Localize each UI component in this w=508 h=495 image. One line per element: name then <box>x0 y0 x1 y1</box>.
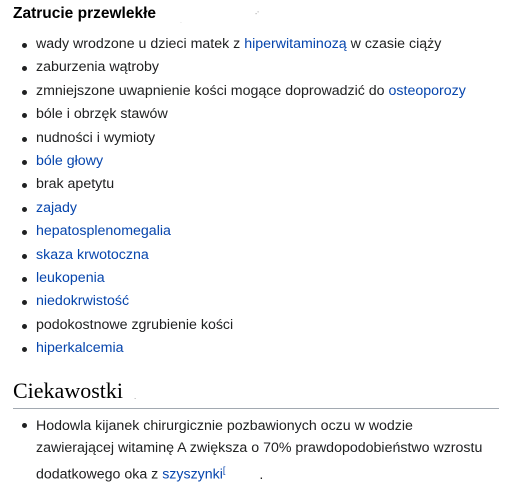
list-item <box>0 415 486 486</box>
section-heading-chronic-poisoning: Zatrucie przewlekłe <box>13 5 157 22</box>
item-link[interactable]: bóle głowy <box>36 152 104 169</box>
list-item <box>0 269 466 292</box>
item-text: brak apetytu <box>36 176 115 193</box>
symptoms-list <box>0 35 466 362</box>
item-text: podokostnowe zgrubienie kości <box>36 316 234 333</box>
item-link[interactable]: niedokrwistość <box>36 293 130 310</box>
edit-mark: -' <box>255 11 259 18</box>
item-link[interactable]: hiperwitaminozą <box>244 36 347 52</box>
list-item <box>0 339 466 362</box>
list-item <box>0 292 466 315</box>
item-link[interactable]: leukopenia <box>36 269 105 286</box>
item-text: wady wrodzone u dzieci matek z <box>36 36 245 52</box>
item-link[interactable]: osteoporozy <box>388 82 466 99</box>
reference-link[interactable]: [ <box>222 465 226 475</box>
item-link[interactable]: skaza krwotoczna <box>36 246 149 263</box>
list-item <box>0 222 466 245</box>
list-item <box>0 152 466 175</box>
item-text: zmniejszone uwapnienie kości mogące doprowadzić do <box>36 82 389 99</box>
trivia-list <box>0 415 486 486</box>
list-item <box>0 129 466 152</box>
item-text: Hodowla kijanek chirurgicznie pozbawionych oczu w wodzie zawierającej witaminę A zwiększa o 70% prawdopodobieństwo wzrostu dodatkowego oka z <box>36 418 483 483</box>
item-text-end: . <box>259 466 264 483</box>
item-link[interactable]: zajady <box>36 199 78 216</box>
item-link[interactable]: hiperkalcemia <box>36 340 124 357</box>
edit-mark: . <box>180 18 182 25</box>
item-text: zaburzenia wątroby <box>36 59 160 76</box>
list-item <box>0 246 466 269</box>
item-link[interactable]: hepatosplenomegalia <box>36 223 171 240</box>
list-item <box>0 105 466 128</box>
item-text-after: w czasie ciąży <box>346 36 442 52</box>
link-pineal-gland[interactable]: szyszynki <box>162 466 223 483</box>
list-item <box>0 316 466 339</box>
list-item <box>0 199 466 222</box>
item-text: nudności i wymioty <box>36 129 156 146</box>
list-item <box>0 35 466 58</box>
list-item <box>0 82 466 105</box>
list-item <box>0 175 466 198</box>
section-heading-trivia: Ciekawostki <box>13 377 499 409</box>
list-item <box>0 58 466 81</box>
item-text: bóle i obrzęk stawów <box>36 106 168 123</box>
edit-mark: . <box>134 392 137 401</box>
